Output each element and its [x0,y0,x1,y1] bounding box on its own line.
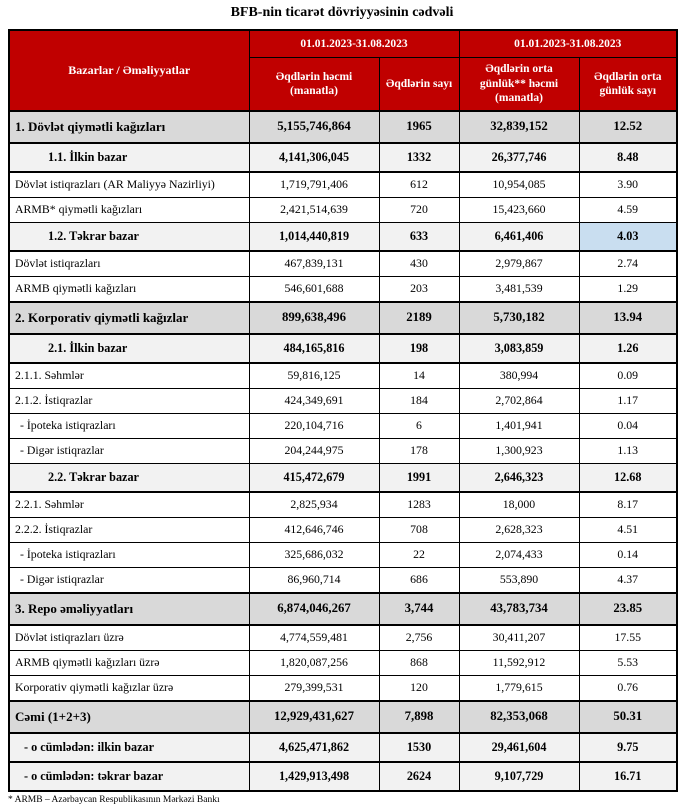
row-label: 1. Dövlət qiymətli kağızları [9,111,249,143]
value-cell: 868 [379,650,459,675]
value-cell: 5,155,746,864 [249,111,379,143]
row-label: 2.2.1. Səhmlər [9,492,249,518]
table-body [9,111,677,791]
table-row [9,111,677,143]
value-cell: 553,890 [459,567,579,593]
period-header-1: 01.01.2023-31.08.2023 [249,30,459,58]
table-row [9,733,677,762]
value-cell: 467,839,131 [249,251,379,277]
value-cell: 424,349,691 [249,388,379,413]
value-cell: 546,601,688 [249,276,379,302]
value-cell: 279,399,531 [249,675,379,701]
value-cell: 380,994 [459,363,579,389]
page-title: BFB-nin ticarət dövriyyəsinin cədvəli [230,5,454,20]
value-cell: 2,646,323 [459,463,579,492]
table-row [9,276,677,302]
column-header-volume: Əqdlərin həcmi (manatla) [249,58,379,111]
value-cell: 5,730,182 [459,302,579,334]
row-label: 1.2. Təkrar bazar [9,222,249,251]
value-cell: 2,702,864 [459,388,579,413]
value-cell: 0.09 [579,363,677,389]
value-cell: 3,481,539 [459,276,579,302]
value-cell: 15,423,660 [459,197,579,222]
period-header-2: 01.01.2023-31.08.2023 [459,30,677,58]
value-cell: 2624 [379,762,459,791]
table-row [9,222,677,251]
table-row [9,172,677,198]
table-row [9,567,677,593]
table-row [9,542,677,567]
value-cell: 198 [379,334,459,363]
value-cell: 2,979,867 [459,251,579,277]
value-cell: 1283 [379,492,459,518]
value-cell: 43,783,734 [459,593,579,625]
value-cell: 633 [379,222,459,251]
value-cell: 23.85 [579,593,677,625]
row-label: Dövlət istiqrazları üzrə [9,625,249,651]
value-cell: 26,377,746 [459,143,579,172]
value-cell: 50.31 [579,701,677,733]
value-cell: 0.04 [579,413,677,438]
value-cell: 2,825,934 [249,492,379,518]
value-cell: 178 [379,438,459,463]
value-cell: 8.48 [579,143,677,172]
value-cell: 13.94 [579,302,677,334]
value-cell: 30,411,207 [459,625,579,651]
value-cell: 4,625,471,862 [249,733,379,762]
value-cell: 220,104,716 [249,413,379,438]
value-cell: 708 [379,517,459,542]
table-row [9,675,677,701]
table-row [9,334,677,363]
value-cell: 4.37 [579,567,677,593]
row-label: Dövlət istiqrazları (AR Maliyyə Nazirliyi) [9,172,249,198]
table-row [9,492,677,518]
value-cell: 7,898 [379,701,459,733]
table-row [9,701,677,733]
value-cell: 325,686,032 [249,542,379,567]
value-cell: 6,461,406 [459,222,579,251]
value-cell: 686 [379,567,459,593]
table-row [9,143,677,172]
table-row [9,413,677,438]
value-cell: 1332 [379,143,459,172]
value-cell: 22 [379,542,459,567]
value-cell: 17.55 [579,625,677,651]
value-cell: 10,954,085 [459,172,579,198]
column-header-count: Əqdlərin sayı [379,58,459,111]
value-cell: 120 [379,675,459,701]
value-cell: 5.53 [579,650,677,675]
row-label: - İpoteka istiqrazları [9,413,249,438]
value-cell: 0.14 [579,542,677,567]
value-cell: 1.26 [579,334,677,363]
corner-header: Bazarlar / Əməliyyatlar [9,30,249,111]
table-row [9,650,677,675]
value-cell: 2,074,433 [459,542,579,567]
row-label: - Digər istiqrazlar [9,567,249,593]
table-row [9,302,677,334]
value-cell: 12.68 [579,463,677,492]
value-cell: 415,472,679 [249,463,379,492]
value-cell: 3,083,859 [459,334,579,363]
value-cell: 1,014,440,819 [249,222,379,251]
value-cell: 2189 [379,302,459,334]
row-label: ARMB* qiymətli kağızları [9,197,249,222]
column-header-avg-count: Əqdlərin orta günlük sayı [579,58,677,111]
value-cell: 18,000 [459,492,579,518]
table-row [9,363,677,389]
value-cell: 4,141,306,045 [249,143,379,172]
value-cell: 1,401,941 [459,413,579,438]
row-label: - o cümlədən: ilkin bazar [9,733,249,762]
value-cell: 2,628,323 [459,517,579,542]
value-cell: 14 [379,363,459,389]
value-cell: 4.59 [579,197,677,222]
value-cell: 6,874,046,267 [249,593,379,625]
row-label: Korporativ qiymətli kağızlar üzrə [9,675,249,701]
value-cell: 899,638,496 [249,302,379,334]
value-cell: 3.90 [579,172,677,198]
value-cell: 4,774,559,481 [249,625,379,651]
value-cell: 1,820,087,256 [249,650,379,675]
row-label: 2.1.1. Səhmlər [9,363,249,389]
row-label: 2. Korporativ qiymətli kağızlar [9,302,249,334]
value-cell: 1,429,913,498 [249,762,379,791]
value-cell: 412,646,746 [249,517,379,542]
value-cell: 2,421,514,639 [249,197,379,222]
row-label: 2.2.2. İstiqrazlar [9,517,249,542]
value-cell: 4.51 [579,517,677,542]
value-cell: 612 [379,172,459,198]
value-cell: 12.52 [579,111,677,143]
row-label: Cəmi (1+2+3) [9,701,249,733]
value-cell: 1965 [379,111,459,143]
footnote: * ARMB – Azərbaycan Respublikasının Mərkəzi Bankı [8,794,220,805]
row-label: 1.1. İlkin bazar [9,143,249,172]
column-header-avg-volume: Əqdlərin orta günlük** həcmi (manatla) [459,58,579,111]
table-row [9,762,677,791]
row-label: ARMB qiymətli kağızları [9,276,249,302]
value-cell: 3,744 [379,593,459,625]
value-cell: 1,300,923 [459,438,579,463]
table-row [9,251,677,277]
row-label: 2.2. Təkrar bazar [9,463,249,492]
value-cell: 6 [379,413,459,438]
value-cell: 2,756 [379,625,459,651]
value-cell: 1.29 [579,276,677,302]
row-label: - İpoteka istiqrazları [9,542,249,567]
value-cell: 203 [379,276,459,302]
value-cell: 86,960,714 [249,567,379,593]
value-cell: 8.17 [579,492,677,518]
row-label: - o cümlədən: təkrar bazar [9,762,249,791]
row-label: 2.1.2. İstiqrazlar [9,388,249,413]
turnover-table [8,29,678,792]
row-label: 3. Repo əməliyyatları [9,593,249,625]
table-row [9,388,677,413]
value-cell: 1991 [379,463,459,492]
value-cell: 430 [379,251,459,277]
table-row [9,438,677,463]
value-cell: 720 [379,197,459,222]
table-row [9,517,677,542]
value-cell: 1530 [379,733,459,762]
value-cell: 0.76 [579,675,677,701]
value-cell: 1.13 [579,438,677,463]
value-cell: 59,816,125 [249,363,379,389]
value-cell: 9,107,729 [459,762,579,791]
value-cell: 204,244,975 [249,438,379,463]
table-row [9,463,677,492]
row-label: 2.1. İlkin bazar [9,334,249,363]
value-cell: 82,353,068 [459,701,579,733]
value-cell: 32,839,152 [459,111,579,143]
value-cell: 4.03 [579,222,677,251]
table-header [9,30,677,111]
row-label: - Digər istiqrazlar [9,438,249,463]
table-row [9,593,677,625]
row-label: ARMB qiymətli kağızları üzrə [9,650,249,675]
value-cell: 484,165,816 [249,334,379,363]
value-cell: 29,461,604 [459,733,579,762]
value-cell: 12,929,431,627 [249,701,379,733]
value-cell: 16.71 [579,762,677,791]
value-cell: 11,592,912 [459,650,579,675]
value-cell: 1,719,791,406 [249,172,379,198]
header-row-periods [9,30,677,58]
value-cell: 2.74 [579,251,677,277]
row-label: Dövlət istiqrazları [9,251,249,277]
value-cell: 1.17 [579,388,677,413]
table-row [9,625,677,651]
value-cell: 1,779,615 [459,675,579,701]
value-cell: 9.75 [579,733,677,762]
value-cell: 184 [379,388,459,413]
table-row [9,197,677,222]
